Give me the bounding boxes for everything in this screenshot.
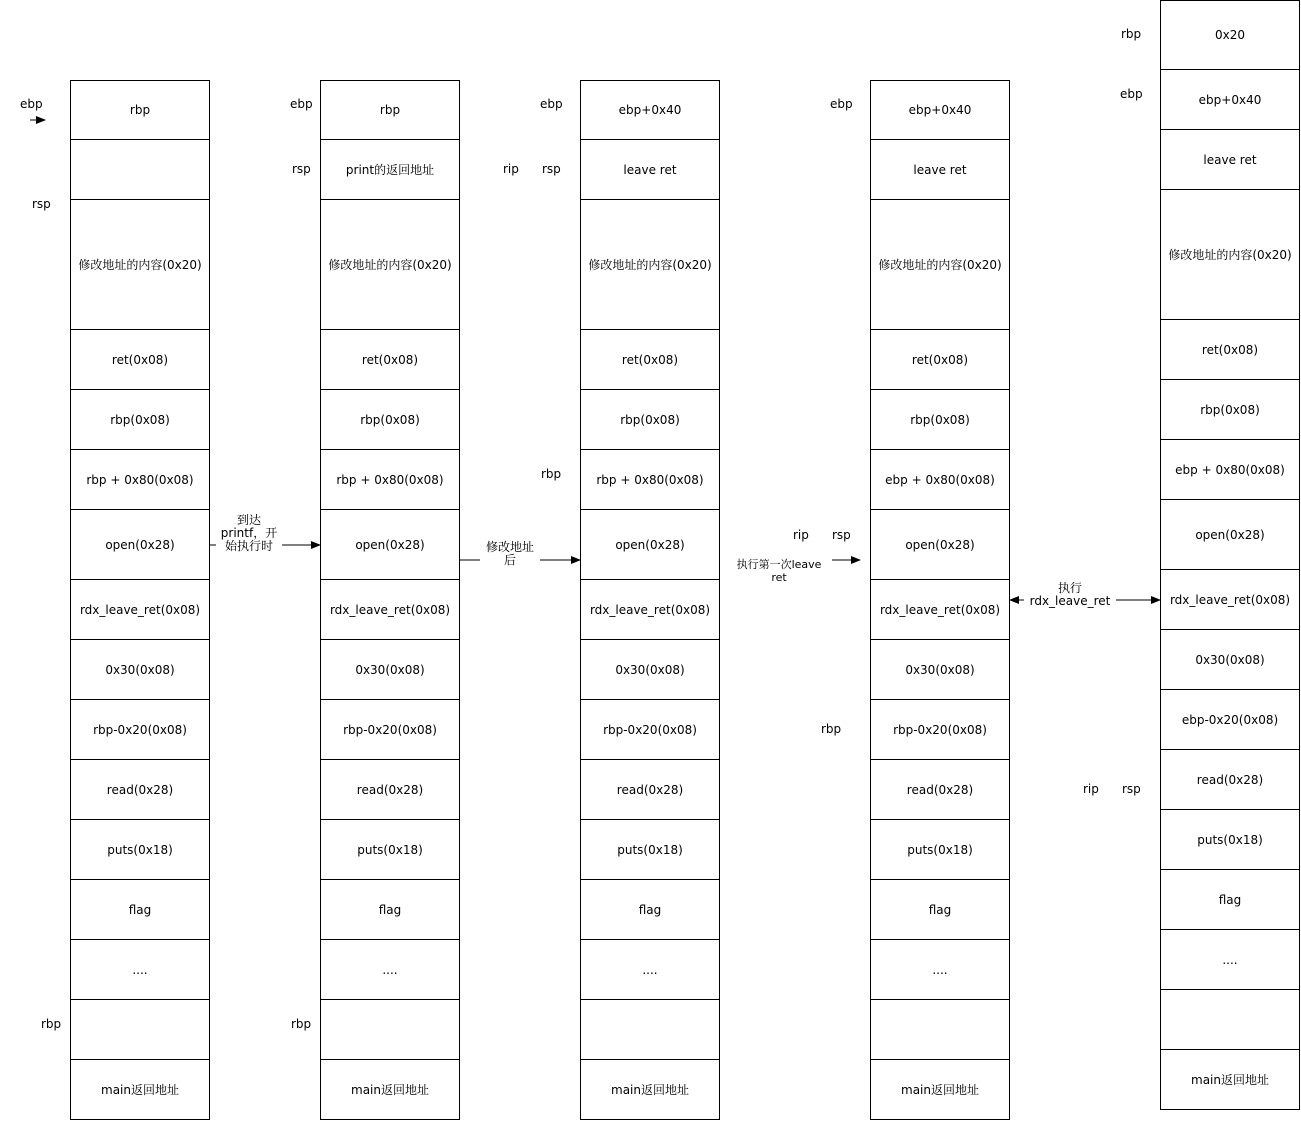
stack-cell-puts-0x18: puts(0x18) (320, 819, 460, 880)
transition-label-line: rdx_leave_ret (1029, 594, 1111, 608)
stack-cell-rbp-0x20-0x08: rbp-0x20(0x08) (870, 699, 1010, 760)
stack-cell-ret-0x08: ret(0x08) (870, 329, 1010, 390)
register-label-rip: rip (1083, 782, 1099, 796)
stack-cell-rbp: rbp (70, 80, 210, 140)
transition-label-line: 修改地址 (485, 540, 534, 554)
stack-cell-open-0x28: open(0x28) (1160, 499, 1300, 570)
stack-cell-rbp: rbp (320, 80, 460, 140)
stack-cell-puts-0x18: puts(0x18) (580, 819, 720, 880)
stack-cell-rbp-0x20-0x08: rbp-0x20(0x08) (70, 699, 210, 760)
stack-cell-leave-ret: leave ret (580, 139, 720, 200)
register-label-ebp: ebp (20, 97, 43, 111)
stack-cell-flag: flag (320, 879, 460, 940)
stack-cell-empty: .... (870, 939, 1010, 1000)
stack-cell-ebp-0x40: ebp+0x40 (1160, 69, 1300, 130)
transition-label-1 (216, 514, 282, 553)
stack-cell-read-0x28: read(0x28) (1160, 749, 1300, 810)
stack-cell-rbp-0x08: rbp(0x08) (870, 389, 1010, 450)
stack-cell-empty: .... (1160, 929, 1300, 990)
stack-cell-flag: flag (580, 879, 720, 940)
register-label-rbp: rbp (291, 1017, 312, 1031)
stack-cell-ebp-0x80-0x08: ebp + 0x80(0x08) (870, 449, 1010, 510)
stack-cell-main: main返回地址 (580, 1059, 720, 1120)
stack-cell-flag: flag (870, 879, 1010, 940)
stack-cell-rdx-leave-ret-0x08: rdx_leave_ret(0x08) (1160, 569, 1300, 630)
stack-cell-rbp-0x80-0x08: rbp + 0x80(0x08) (70, 449, 210, 510)
stack-cell-main: main返回地址 (870, 1059, 1010, 1120)
register-label-rsp: rsp (1122, 782, 1141, 796)
stack-cell-0x20: 修改地址的内容(0x20) (1160, 189, 1300, 320)
register-label-ebp: ebp (540, 97, 563, 111)
transition-label-line: 始执行时 (224, 539, 273, 553)
transition-label-line: 到达 (236, 513, 261, 527)
stack-cell-ret-0x08: ret(0x08) (70, 329, 210, 390)
stack-cell-empty: .... (580, 939, 720, 1000)
stack-cell-puts-0x18: puts(0x18) (870, 819, 1010, 880)
stack-cell-rdx-leave-ret-0x08: rdx_leave_ret(0x08) (70, 579, 210, 640)
stack-cell-leave-ret: leave ret (1160, 129, 1300, 190)
stack-cell-puts-0x18: puts(0x18) (70, 819, 210, 880)
stack-cell-read-0x28: read(0x28) (70, 759, 210, 820)
stack-cell-0x20: 修改地址的内容(0x20) (320, 199, 460, 330)
stack-cell-0x20: 修改地址的内容(0x20) (580, 199, 720, 330)
stack-cell-rdx-leave-ret-0x08: rdx_leave_ret(0x08) (320, 579, 460, 640)
stack-cell-open-0x28: open(0x28) (70, 509, 210, 580)
stack-cell-0x30-0x08: 0x30(0x08) (320, 639, 460, 700)
stack-cell-rbp-0x20-0x08: rbp-0x20(0x08) (580, 699, 720, 760)
stack-cell-ebp-0x80-0x08: ebp + 0x80(0x08) (1160, 439, 1300, 500)
register-label-rbp: rbp (541, 467, 562, 481)
stack-cell-open-0x28: open(0x28) (320, 509, 460, 580)
stack-cell-main: main返回地址 (70, 1059, 210, 1120)
stack-cell-0x30-0x08: 0x30(0x08) (70, 639, 210, 700)
register-label-ebp: ebp (830, 97, 853, 111)
stack-cell-main: main返回地址 (320, 1059, 460, 1120)
stack-cell-ebp-0x40: ebp+0x40 (870, 80, 1010, 140)
stack-cell-read-0x28: read(0x28) (320, 759, 460, 820)
transition-label-4 (1024, 582, 1116, 608)
stack-cell-read-0x28: read(0x28) (580, 759, 720, 820)
stack-cell-ret-0x08: ret(0x08) (580, 329, 720, 390)
stack-cell-0x30-0x08: 0x30(0x08) (870, 639, 1010, 700)
register-label-rsp: rsp (32, 197, 51, 211)
register-label-rip: rip (793, 528, 809, 542)
register-label-rip: rip (503, 162, 519, 176)
register-label-rbp: rbp (1121, 27, 1142, 41)
stack-cell-empty: .... (320, 939, 460, 1000)
stack-cell-rbp-0x08: rbp(0x08) (320, 389, 460, 450)
stack-cell-ebp-0x20-0x08: ebp-0x20(0x08) (1160, 689, 1300, 750)
register-label-rbp: rbp (821, 722, 842, 736)
stack-cell-main: main返回地址 (1160, 1049, 1300, 1110)
stack-cell-read-0x28: read(0x28) (870, 759, 1010, 820)
transition-label-line: 执行 (1057, 581, 1082, 595)
stack-cell-rbp-0x80-0x08: rbp + 0x80(0x08) (320, 449, 460, 510)
register-label-ebp: ebp (1120, 87, 1143, 101)
transition-label-3 (728, 558, 830, 584)
register-label-rsp: rsp (542, 162, 561, 176)
register-label-ebp: ebp (290, 97, 313, 111)
transition-label-line: 后 (503, 553, 516, 567)
stack-cell-rbp-0x08: rbp(0x08) (70, 389, 210, 450)
stack-cell-rdx-leave-ret-0x08: rdx_leave_ret(0x08) (870, 579, 1010, 640)
stack-cell-0x20: 修改地址的内容(0x20) (70, 199, 210, 330)
transition-label-2 (480, 541, 540, 567)
stack-cell-ebp-0x40: ebp+0x40 (580, 80, 720, 140)
stack-cell-rdx-leave-ret-0x08: rdx_leave_ret(0x08) (580, 579, 720, 640)
register-label-rsp: rsp (832, 528, 851, 542)
stack-cell-rbp-0x20-0x08: rbp-0x20(0x08) (320, 699, 460, 760)
stack-cell-leave-ret: leave ret (870, 139, 1010, 200)
stack-cell-0x20: 0x20 (1160, 0, 1300, 70)
stack-cell-puts-0x18: puts(0x18) (1160, 809, 1300, 870)
stack-cell-open-0x28: open(0x28) (580, 509, 720, 580)
stack-cell-rbp-0x80-0x08: rbp + 0x80(0x08) (580, 449, 720, 510)
stack-cell-print: print的返回地址 (320, 139, 460, 200)
stack-cell-0x30-0x08: 0x30(0x08) (580, 639, 720, 700)
register-label-rbp: rbp (41, 1017, 62, 1031)
transition-label-line: printf，开 (220, 526, 278, 540)
stack-cell-empty: .... (70, 939, 210, 1000)
register-label-rsp: rsp (292, 162, 311, 176)
stack-cell-ret-0x08: ret(0x08) (320, 329, 460, 390)
stack-cell-rbp-0x08: rbp(0x08) (580, 389, 720, 450)
stack-cell-open-0x28: open(0x28) (870, 509, 1010, 580)
stack-cell-ret-0x08: ret(0x08) (1160, 319, 1300, 380)
stack-cell-0x20: 修改地址的内容(0x20) (870, 199, 1010, 330)
stack-cell-rbp-0x08: rbp(0x08) (1160, 379, 1300, 440)
stack-cell-flag: flag (70, 879, 210, 940)
stack-cell-0x30-0x08: 0x30(0x08) (1160, 629, 1300, 690)
stack-cell-flag: flag (1160, 869, 1300, 930)
transition-label-line: 执行第一次leave ret (736, 558, 822, 584)
